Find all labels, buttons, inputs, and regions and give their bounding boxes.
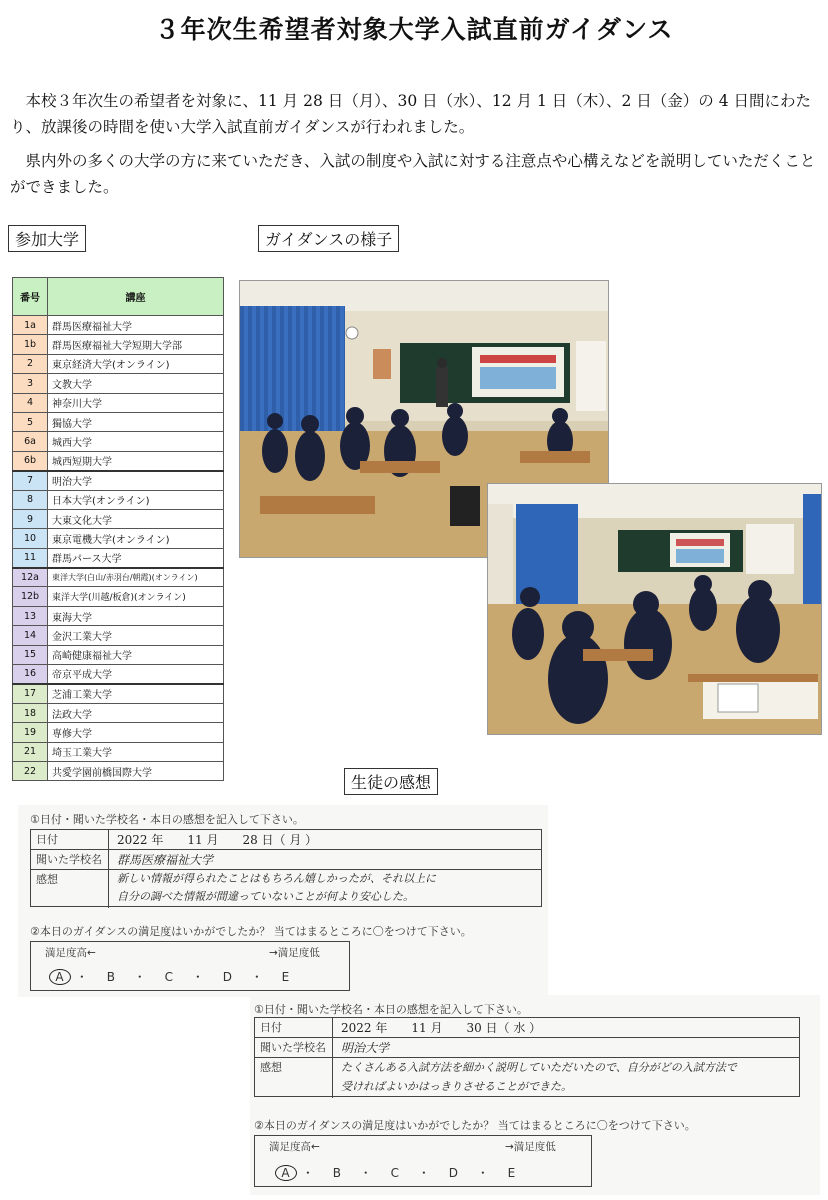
- table-row: 14 金沢工業大学: [13, 626, 224, 645]
- form2-date-label: 日付: [255, 1018, 333, 1037]
- form2-option-c: C: [390, 1166, 401, 1180]
- form1-date-label: 日付: [31, 830, 109, 849]
- page-title: ３年次生希望者対象大学入試直前ガイダンス: [154, 15, 674, 44]
- table-row: 13 東海大学: [13, 606, 224, 625]
- form1-impression-line-1: 新しい情報が得られたことはもちろん嬉しかったが、それ以上に: [117, 872, 436, 885]
- table-row: 10 東京電機大学(オンライン): [13, 529, 224, 548]
- intro-paragraph-1: 本校３年次生の希望者を対象に、11 月 28 日（月）、30 日（水）、12 月 1 日（木）、2 日（金）の 4 日間にわたり、放課後の時間を使い大学入試直前ガイダンスが行われました。: [10, 92, 812, 136]
- table-row: 11 群馬パース大学: [13, 548, 224, 567]
- form2-impression-label: 感想: [255, 1058, 333, 1098]
- form1-impression-row: [31, 870, 541, 908]
- intro-paragraph-2: 県内外の多くの大学の方に来ていただき、入試の制度や入試に対する注意点や心構えなどを説明していただくことができました。: [10, 152, 816, 196]
- form1-school-value: 群馬医療福祉大学: [117, 853, 214, 867]
- form2-question-2: ②本日のガイダンスの満足度はいかがでしたか？ 当てはまるところに〇をつけて下さい。: [254, 1119, 696, 1132]
- table-row: 16 帝京平成大学: [13, 665, 224, 684]
- table-row: 9 大東文化大学: [13, 509, 224, 528]
- form2-satisfaction-scale: [254, 1135, 592, 1187]
- form1-impression-label: 感想: [31, 870, 109, 908]
- table-row: 1a 群馬医療福祉大学: [13, 316, 224, 335]
- table-row: 6a 城西大学: [13, 432, 224, 451]
- table-row: 2 東京経済大学(オンライン): [13, 354, 224, 373]
- form1-answer-grid: [30, 829, 542, 907]
- form2-scale-high: 満足度高←: [269, 1141, 320, 1153]
- form2-option-e: E: [507, 1166, 517, 1180]
- form2-impression-row: [255, 1058, 799, 1098]
- form1-question-2: ②本日のガイダンスの満足度はいかがでしたか？ 当てはまるところに〇をつけて下さい。: [30, 925, 472, 938]
- form2-answer-grid: [254, 1017, 800, 1097]
- form2-option-d: D: [448, 1166, 459, 1180]
- guidance-photo-2: [487, 483, 822, 735]
- form2-scale-low: →満足度低: [505, 1141, 556, 1153]
- table-row: 1b 群馬医療福祉大学短期大学部: [13, 335, 224, 354]
- form1-option-a-circled: A: [49, 969, 71, 985]
- table-row: 12b 東洋大学(川越/板倉)(オンライン): [13, 587, 224, 606]
- form2-impression-line-2: 受ければよいかはっきりさせることができた。: [341, 1080, 572, 1093]
- table-row: 22 共愛学園前橋国際大学: [13, 761, 224, 780]
- table-row: 5 獨協大学: [13, 412, 224, 431]
- form1-satisfaction-scale: [30, 941, 350, 991]
- table-row: 12a 東洋大学(白山/赤羽台/朝霞)(オンライン): [13, 568, 224, 587]
- form1-date-row: [31, 830, 541, 850]
- form2-school-value: 明治大学: [341, 1041, 390, 1055]
- form2-school-label: 聞いた学校名: [255, 1038, 333, 1057]
- table-row: 21 埼玉工業大学: [13, 742, 224, 761]
- form2-impression-line-1: たくさんある入試方法を細かく説明していただいたので、自分がどの入試方法で: [341, 1061, 737, 1074]
- classroom-photo-2-image: [488, 484, 822, 735]
- form1-school-label: 聞いた学校名: [31, 850, 109, 869]
- impressions-label: 生徒の感想: [344, 768, 438, 795]
- form2-option-b: B: [332, 1166, 342, 1180]
- form2-option-a-circled: A: [275, 1165, 297, 1181]
- table-header-number: 番号: [13, 278, 48, 316]
- form2-scale-options: A ・ B ・ C ・ D ・ E: [275, 1164, 516, 1181]
- form2-school-row: [255, 1038, 799, 1058]
- form1-scale-high: 満足度高←: [45, 947, 96, 959]
- guidance-label: ガイダンスの様子: [258, 225, 399, 252]
- form2-date-row: [255, 1018, 799, 1038]
- table-row: 3 文教大学: [13, 374, 224, 393]
- form1-impression-line-2: 自分の調べた情報が間違っていないことが何より安心した。: [117, 890, 414, 903]
- form1-option-d: D: [222, 970, 233, 984]
- table-row: 15 高崎健康福祉大学: [13, 645, 224, 664]
- table-row: 19 専修大学: [13, 723, 224, 742]
- form2-question-1: ①日付・聞いた学校名・本日の感想を記入して下さい。: [254, 1003, 528, 1016]
- table-row: 6b 城西短期大学: [13, 451, 224, 470]
- form1-scale-low: →満足度低: [269, 947, 320, 959]
- form1-option-c: C: [164, 970, 175, 984]
- form1-option-b: B: [106, 970, 116, 984]
- table-row: 18 法政大学: [13, 703, 224, 722]
- table-row: 7 明治大学: [13, 471, 224, 490]
- form1-school-row: [31, 850, 541, 870]
- form1-question-1: ①日付・聞いた学校名・本日の感想を記入して下さい。: [30, 813, 304, 826]
- form2-date-value: 2022 年 11 月 30 日（ 水 ）: [341, 1021, 542, 1035]
- form1-scale-options: A ・ B ・ C ・ D ・ E: [49, 968, 290, 985]
- table-row: 17 芝浦工業大学: [13, 684, 224, 703]
- table-row: 8 日本大学(オンライン): [13, 490, 224, 509]
- form1-option-e: E: [281, 970, 291, 984]
- survey-form-2: [250, 995, 820, 1195]
- universities-label: 参加大学: [8, 225, 86, 252]
- form1-date-value: 2022 年 11 月 28 日（ 月 ）: [117, 833, 318, 847]
- table-header-course: 講座: [48, 278, 224, 316]
- universities-table: [12, 277, 224, 781]
- survey-form-1: [18, 805, 548, 997]
- table-row: 4 神奈川大学: [13, 393, 224, 412]
